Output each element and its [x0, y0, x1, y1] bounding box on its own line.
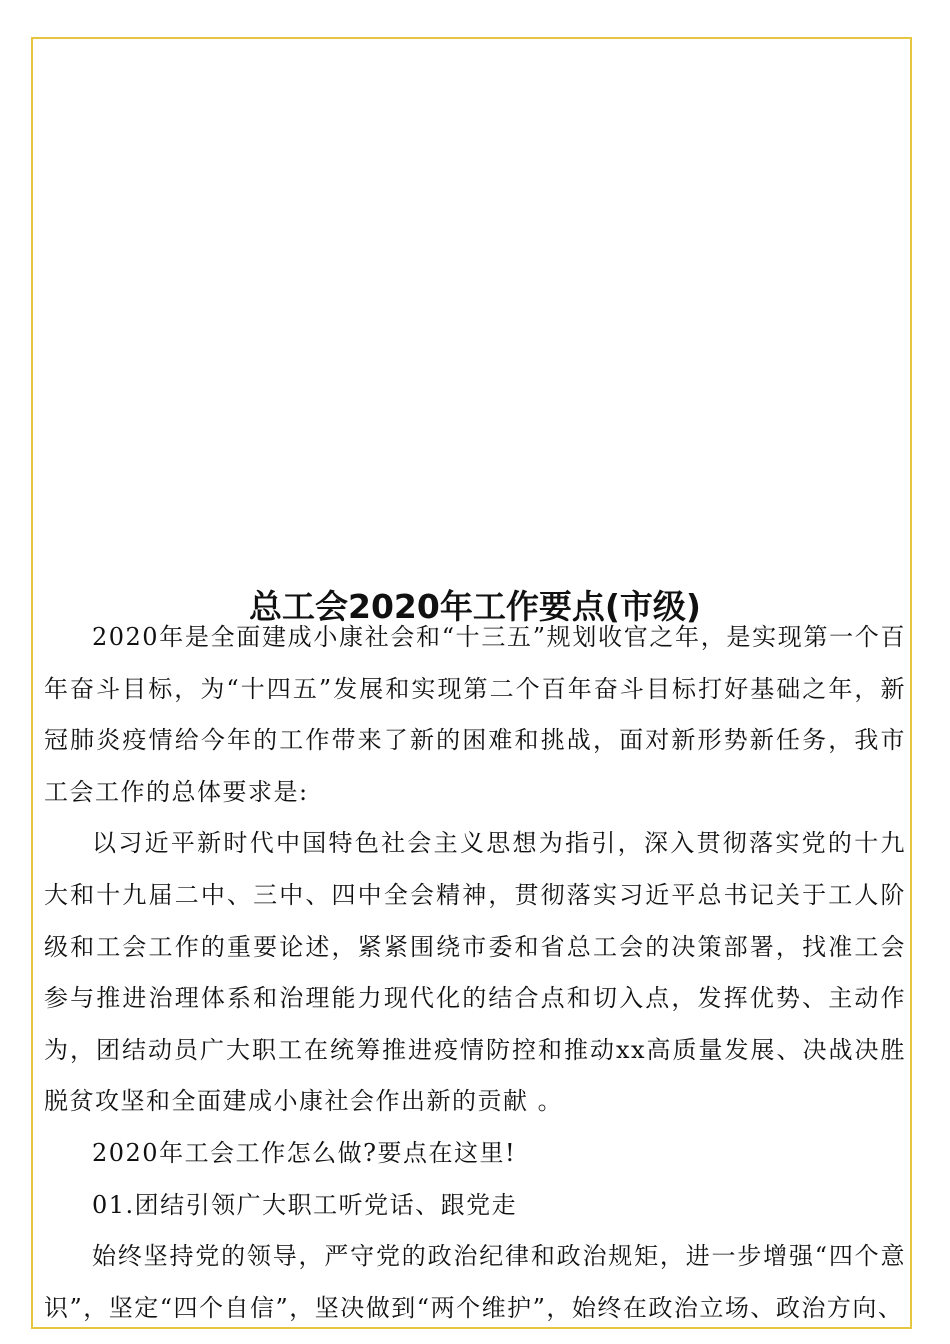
document-title: 总工会2020年工作要点(市级): [248, 587, 701, 627]
paragraph-question: 2020年工会工作怎么做?要点在这里!: [92, 1138, 517, 1167]
section-heading-01: 01.团结引领广大职工听党话、跟党走: [92, 1190, 518, 1219]
paragraph-guiding-principle: 以习近平新时代中国特色社会主义思想为指引，深入贯彻落实党的十九大和十九届二中、三中、四中全会精神，贯彻落实习近平总书记关于工人阶级和工会工作的重要论述，紧紧围绕市委和省总工会的决策部署，找准工会参与推进治理体系和治理能力现代化的结合点和切入点，发挥优势、主动作为，团结动员广大职工在统筹推进疫情防控和推动xx高质量发展、决战决胜脱贫攻坚和全面建成小康社会作出新的贡献 。: [44, 829, 906, 1116]
paragraph-intro: 2020年是全面建成小康社会和“十三五”规划收官之年，是实现第一个百年奋斗目标，为“十四五”发展和实现第二个百年奋斗目标打好基础之年，新冠肺炎疫情给今年的工作带来了新的困难和挑战，面对新形势新任务，我市工会工作的总体要求是:: [44, 623, 906, 806]
document-body: [44, 612, 906, 1334]
paragraph-section-01: 始终坚持党的领导，严守党的政治纪律和政治规矩，进一步增强“四个意识”，坚定“四个自信”，坚决做到“两个维护”，始终在政治立场、政治方向、: [44, 1242, 906, 1322]
